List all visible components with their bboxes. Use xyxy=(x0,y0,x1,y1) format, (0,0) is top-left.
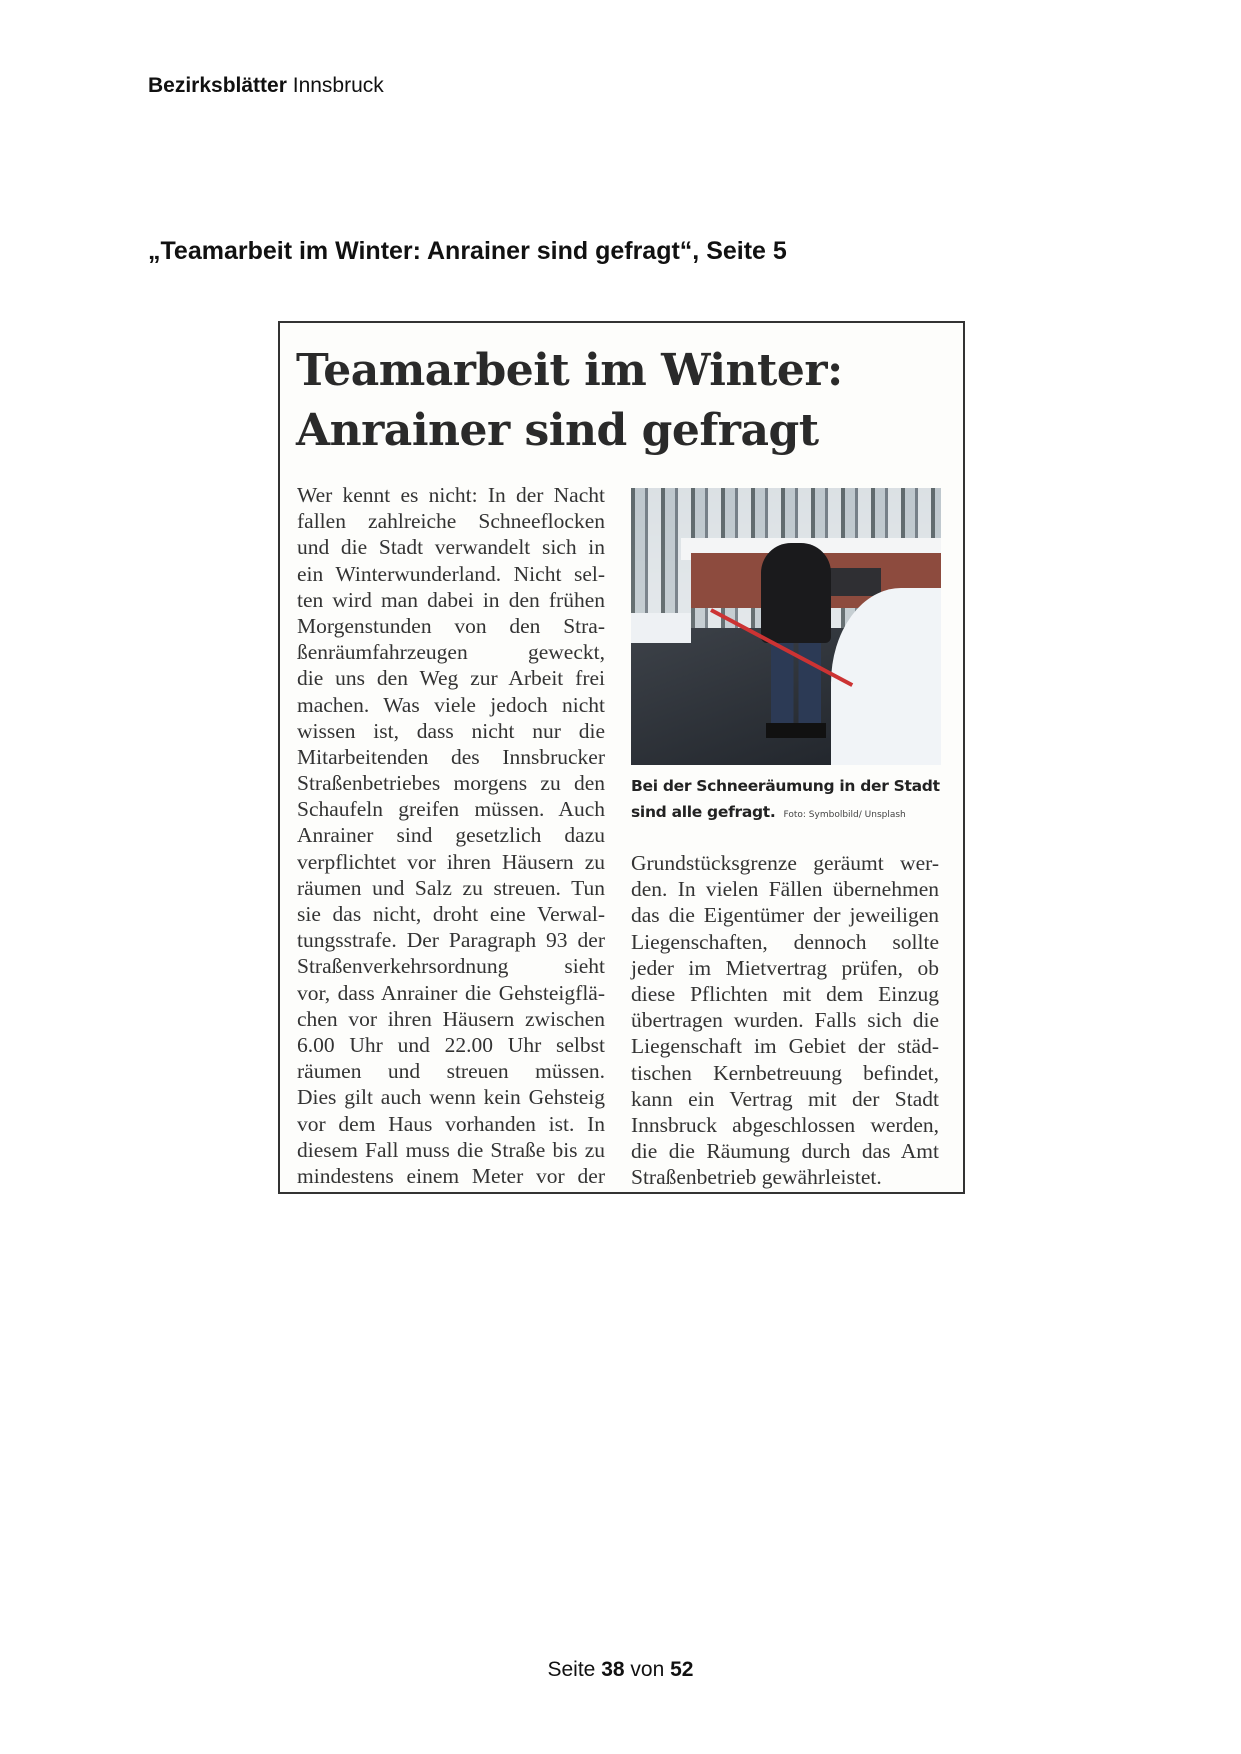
text-line: jeder im Mietvertrag prüfen, ob xyxy=(631,955,939,980)
text-line: Straßenbetriebes morgens zu den xyxy=(297,771,605,796)
text-line: ßenräumfahrzeugen geweckt, xyxy=(297,640,605,665)
current-page: 38 xyxy=(601,1658,625,1681)
text-line: diese Pflichten mit dem Einzug xyxy=(631,981,939,1006)
snow-shoveling-photo xyxy=(631,488,941,765)
brand-bold: Bezirksblätter xyxy=(148,74,287,97)
newspaper-clipping xyxy=(278,321,965,1194)
text-line: ein Winterwunderland. Nicht sel- xyxy=(297,561,605,586)
text-line: 6.00 Uhr und 22.00 Uhr selbst xyxy=(297,1032,605,1057)
text-line: mindestens einem Meter vor der xyxy=(297,1163,605,1188)
text-line: kann ein Vertrag mit der Stadt xyxy=(631,1086,939,1111)
headline-line: Teamarbeit im Winter: xyxy=(296,345,843,396)
text-line: Mitarbeitenden des Innsbrucker xyxy=(297,744,605,769)
text-line: und die Stadt verwandelt sich in xyxy=(297,535,605,560)
text-line: diesem Fall muss die Straße bis zu xyxy=(297,1137,605,1162)
article-headline xyxy=(296,341,843,461)
text-line: verpflichtet vor ihren Häusern zu xyxy=(297,849,605,874)
text-line: den. In vielen Fällen übernehmen xyxy=(631,877,939,902)
text-line: räumen und Salz zu streuen. Tun xyxy=(297,875,605,900)
text-line: Straßenverkehrsordnung sieht xyxy=(297,954,605,979)
text-line: ten wird man dabei in den frühen xyxy=(297,587,605,612)
brand-region: Innsbruck xyxy=(292,74,384,97)
text-line: die die Räumung durch das Amt xyxy=(631,1139,939,1164)
text-line: räumen und streuen müssen. xyxy=(297,1059,605,1084)
text-line: Grundstücksgrenze geräumt wer- xyxy=(631,851,939,875)
text-line: Liegenschaft im Gebiet der städ- xyxy=(631,1034,939,1059)
text-line: Innsbruck abgeschlossen werden, xyxy=(631,1112,939,1137)
text-line: die uns den Weg zur Arbeit frei xyxy=(297,666,605,691)
caption-line: sind alle gefragt. xyxy=(631,803,776,821)
caption-line: Bei der Schneeräumung in der Stadt xyxy=(631,777,940,795)
right-column xyxy=(631,850,939,1190)
page-label: Seite xyxy=(547,1658,596,1681)
text-line: Dies gilt auch wenn kein Gehsteig xyxy=(297,1085,605,1110)
total-pages: 52 xyxy=(670,1658,694,1681)
photo-caption xyxy=(631,773,941,828)
text-line: machen. Was viele jedoch nicht xyxy=(297,692,605,717)
headline-line: Anrainer sind gefragt xyxy=(296,405,819,456)
text-line: vor, dass Anrainer die Gehsteigflä- xyxy=(297,980,605,1005)
text-line: Straßenbetrieb gewährleistet. xyxy=(631,1165,882,1190)
left-column xyxy=(297,482,605,1189)
text-line: wissen ist, dass nicht nur die xyxy=(297,718,605,743)
text-line: Schaufeln greifen müssen. Auch xyxy=(297,797,605,822)
text-line: chen vor ihren Häusern zwischen xyxy=(297,1006,605,1031)
text-line: tungsstrafe. Der Paragraph 93 der xyxy=(297,928,605,953)
text-line: tischen Kernbetreuung befindet, xyxy=(631,1060,939,1085)
text-line: vor dem Haus vorhanden ist. In xyxy=(297,1111,605,1136)
text-line: Wer kennt es nicht: In der Nacht xyxy=(297,483,605,507)
text-line: Morgenstunden von den Stra- xyxy=(297,613,605,638)
text-line: Anrainer sind gesetzlich dazu xyxy=(297,823,605,848)
text-line: Liegenschaften, dennoch sollte xyxy=(631,929,939,954)
text-line: fallen zahlreiche Schneeflocken xyxy=(297,509,605,534)
page-number xyxy=(0,1658,1241,1682)
text-line: das die Eigentümer der jeweiligen xyxy=(631,903,939,928)
text-line: übertragen wurden. Falls sich die xyxy=(631,1008,939,1033)
publication-header xyxy=(148,74,384,98)
clipping-title: „Teamarbeit im Winter: Anrainer sind gefragt“, Seite 5 xyxy=(148,237,787,265)
page-of: von xyxy=(630,1658,665,1681)
text-line: sie das nicht, droht eine Verwal- xyxy=(297,902,605,926)
photo-credit: Foto: Symbolbild/ Unsplash xyxy=(783,810,906,820)
